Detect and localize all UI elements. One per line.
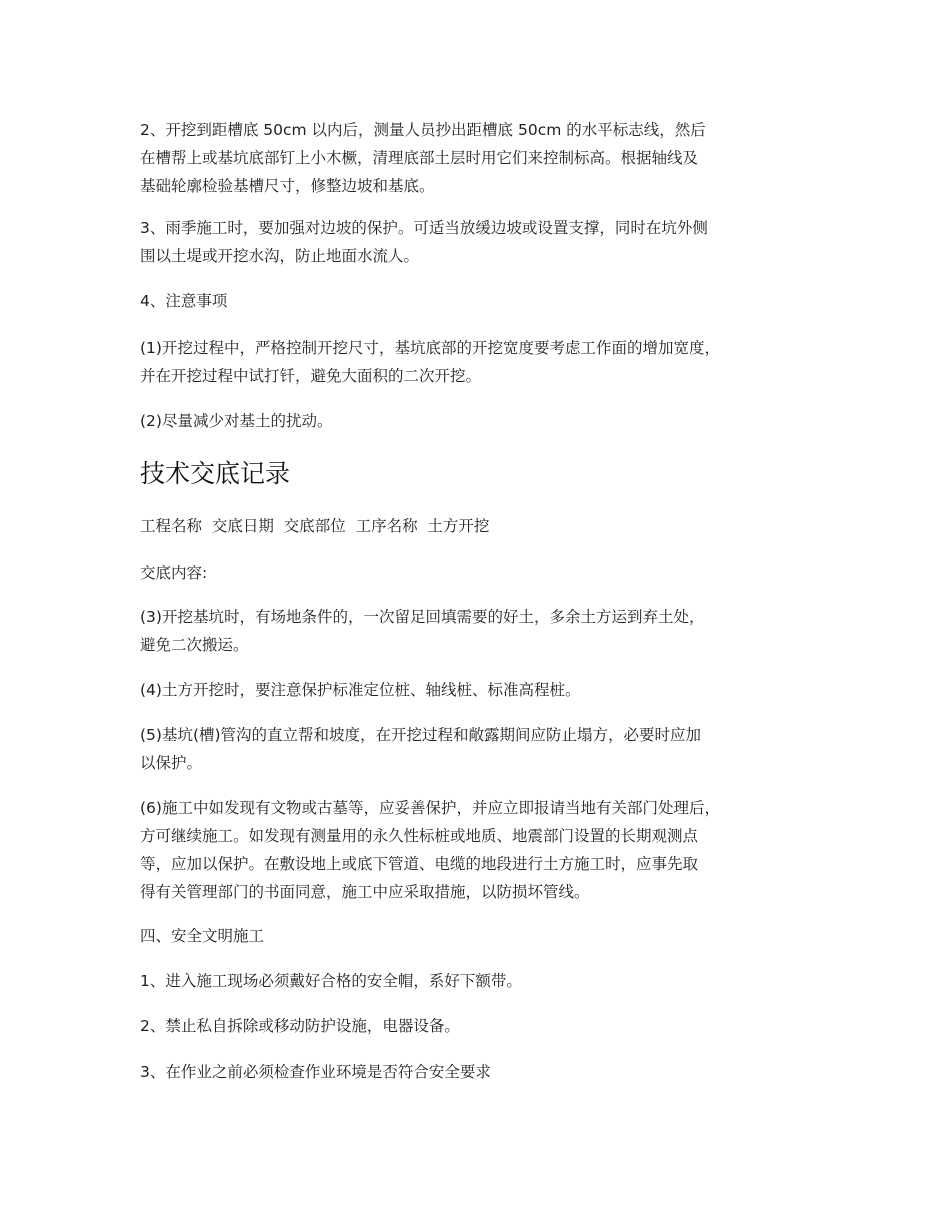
- text-line: 方可继续施工。如发现有测量用的永久性标桩或地质、地震部门设置的长期观测点: [140, 827, 699, 845]
- paragraph-excavation-level-control: [140, 116, 830, 200]
- text-line: 并在开挖过程中试打钎，避免大面积的二次开挖。: [140, 367, 482, 385]
- text-line: 在槽帮上或基坑底部钉上小木橛，清理底部土层时用它们来控制标高。根据轴线及: [140, 149, 699, 167]
- paragraph-safety-heading: [140, 922, 830, 950]
- paragraph-project-info: [140, 512, 830, 540]
- paragraph-note-5: [140, 721, 830, 777]
- paragraph-note-2: [140, 407, 830, 435]
- paragraph-safety-2: [140, 1012, 830, 1040]
- text-line: 以保护。: [140, 754, 203, 772]
- paragraph-note-1: [140, 334, 830, 390]
- text-line: (1)开挖过程中，严格控制开挖尺寸，基坑底部的开挖宽度要考虑工作面的增加宽度，: [140, 339, 720, 357]
- text-line: (6)施工中如发现有文物或古墓等，应妥善保护，并应立即报请当地有关部门处理后，: [140, 799, 720, 817]
- text-line: 1、进入施工现场必须戴好合格的安全帽，系好下额带。: [140, 972, 522, 990]
- text-line: 避免二次搬运。: [140, 636, 249, 654]
- text-line: (3)开挖基坑时，有场地条件的，一次留足回填需要的好土，多余土方运到弃土处，: [140, 608, 705, 626]
- paragraph-note-6: [140, 794, 830, 906]
- paragraph-safety-3: [140, 1058, 830, 1086]
- text-line: 2、开挖到距槽底 50cm 以内后，测量人员抄出距槽底 50cm 的水平标志线，然后: [140, 121, 706, 139]
- text-line: 围以土堤或开挖水沟，防止地面水流人。: [140, 247, 420, 265]
- text-line: (4)土方开挖时，要注意保护标准定位桩、轴线桩、标准高程桩。: [140, 681, 581, 699]
- text-line: 3、在作业之前必须检查作业环境是否符合安全要求: [140, 1063, 491, 1081]
- text-line: (5)基坑(槽)管沟的直立帮和坡度，在开挖过程和敞露期间应防止塌方，必要时应加: [140, 726, 702, 744]
- paragraph-notes-heading: [140, 287, 830, 315]
- paragraph-rainy-season: [140, 214, 830, 270]
- text-line: 工程名称 交底日期 交底部位 工序名称 土方开挖: [140, 517, 490, 535]
- text-line: 交底内容:: [140, 564, 208, 582]
- text-line: 得有关管理部门的书面同意，施工中应采取措施，以防损坏管线。: [140, 883, 590, 901]
- text-line: 2、禁止私自拆除或移动防护设施，电器设备。: [140, 1017, 460, 1035]
- section-heading: 技术交底记录: [140, 459, 291, 488]
- text-line: 四、安全文明施工: [140, 927, 265, 945]
- text-line: 基础轮廓检验基槽尺寸，修整边坡和基底。: [140, 177, 435, 195]
- text-line: (2)尽量减少对基土的扰动。: [140, 412, 333, 430]
- text-line: 等，应加以保护。在敷设地上或底下管道、电缆的地段进行土方施工时，应事先取: [140, 855, 699, 873]
- paragraph-note-4: [140, 676, 830, 704]
- paragraph-safety-1: [140, 967, 830, 995]
- paragraph-content-label: [140, 559, 830, 587]
- text-line: 4、注意事项: [140, 292, 228, 310]
- text-line: 3、雨季施工时，要加强对边坡的保护。可适当放缓边坡或设置支撑，同时在坑外侧: [140, 219, 708, 237]
- paragraph-note-3: [140, 603, 830, 659]
